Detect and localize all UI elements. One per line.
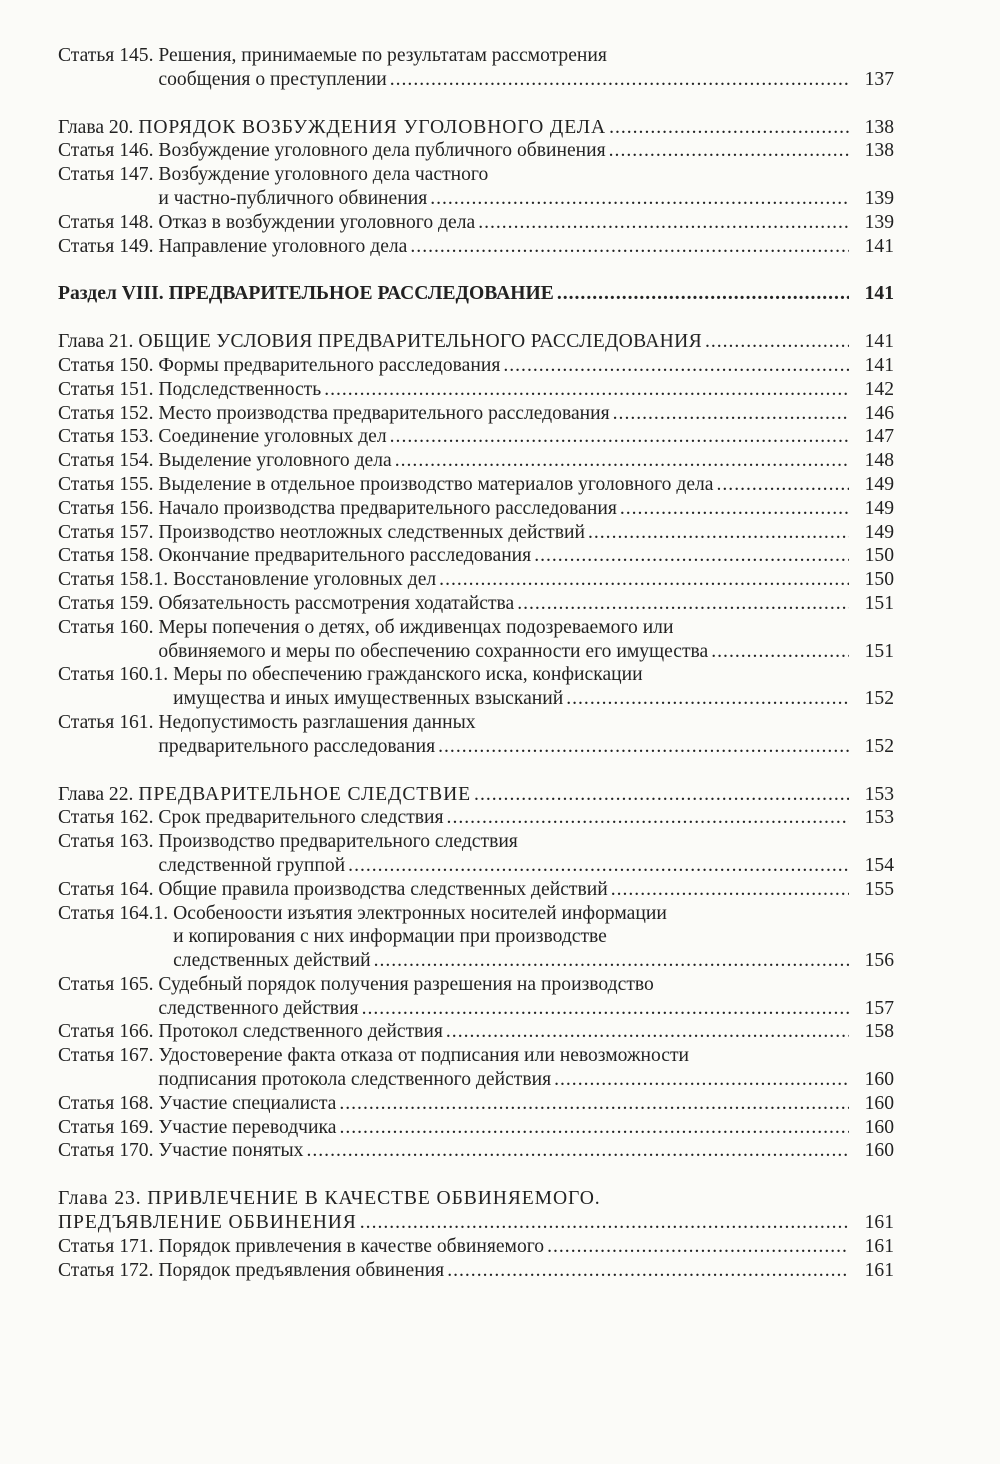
toc-entry-article-170[interactable]: Статья 170. Участие понятых ..... 160	[58, 1139, 894, 1163]
page-number: 151	[864, 640, 894, 662]
page-number: 139	[864, 211, 894, 233]
page-number: 139	[864, 187, 894, 209]
toc-entry-article-166[interactable]: Статья 166. Протокол следственного действия ..... 158	[58, 1020, 894, 1044]
toc-entry-article-161[interactable]: Статья 161. Недопустимость разглашения данных предварительного расследования ..... 152	[58, 711, 894, 759]
toc-entry-article-169[interactable]: Статья 169. Участие переводчика ..... 160	[58, 1116, 894, 1140]
toc-entry-article-162[interactable]: Статья 162. Срок предварительного следствия ..... 153	[58, 806, 894, 830]
toc-entry-article-167[interactable]: Статья 167. Удостоверение факта отказа от подписания или невозможности подписания протокола следственного действия ..... 160	[58, 1044, 894, 1092]
page-number: 156	[864, 950, 894, 972]
toc-entry-article-148[interactable]: Статья 148. Отказ в возбуждении уголовного дела ..... 139	[58, 211, 894, 235]
page-number: 141	[864, 235, 894, 257]
page-number: 149	[864, 521, 894, 543]
page-number: 149	[864, 497, 894, 519]
page-number: 150	[864, 569, 894, 591]
toc-part-8[interactable]: Раздел VIII. ПРЕДВАРИТЕЛЬНОЕ РАССЛЕДОВАНИЕ ..... 141	[58, 282, 894, 306]
toc-entry-article-146[interactable]: Статья 146. Возбуждение уголовного дела публичного обвинения ..... 138	[58, 139, 894, 163]
toc-section	[58, 1187, 894, 1282]
toc-entry-article-150[interactable]: Статья 150. Формы предварительного расследования ..... 141	[58, 354, 894, 378]
page-number: 141	[864, 331, 894, 353]
toc-entry-article-159[interactable]: Статья 159. Обязательность рассмотрения ходатайства ..... 151	[58, 592, 894, 616]
page-number: 146	[864, 402, 894, 424]
page-number: 147	[864, 426, 894, 448]
toc-section	[58, 783, 894, 1164]
toc-entry-article-151[interactable]: Статья 151. Подследственность ..... 142	[58, 378, 894, 402]
toc-entry-article-168[interactable]: Статья 168. Участие специалиста ..... 160	[58, 1092, 894, 1116]
toc-entry-article-158-1[interactable]: Статья 158.1. Восстановление уголовных дел ..... 150	[58, 568, 894, 592]
page-number: 138	[864, 140, 894, 162]
page-number: 160	[864, 1116, 894, 1138]
page-number: 155	[864, 878, 894, 900]
page-number: 157	[864, 997, 894, 1019]
page-number: 137	[864, 68, 894, 90]
toc-entry-article-157[interactable]: Статья 157. Производство неотложных следственных действий ..... 149	[58, 521, 894, 545]
page-number: 160	[864, 1069, 894, 1091]
toc-section	[58, 116, 894, 259]
toc-entry-article-153[interactable]: Статья 153. Соединение уголовных дел ..... 147	[58, 425, 894, 449]
page-number: 150	[864, 545, 894, 567]
page-number: 151	[864, 592, 894, 614]
toc-chapter-23[interactable]: Глава 23. ПРИВЛЕЧЕНИЕ В КАЧЕСТВЕ ОБВИНЯЕМОГО. ПРЕДЪЯВЛЕНИЕ ОБВИНЕНИЯ ..... 161	[58, 1187, 894, 1235]
toc-entry-article-164[interactable]: Статья 164. Общие правила производства следственных действий ..... 155	[58, 878, 894, 902]
toc-entry-article-172[interactable]: Статья 172. Порядок предъявления обвинения ..... 161	[58, 1259, 894, 1283]
page-number: 154	[864, 854, 894, 876]
page-number: 142	[864, 378, 894, 400]
toc-entry-article-156[interactable]: Статья 156. Начало производства предварительного расследования ..... 149	[58, 497, 894, 521]
toc-section	[58, 282, 894, 306]
toc-section	[58, 44, 894, 92]
page-number: 138	[864, 116, 894, 138]
toc-entry-article-155[interactable]: Статья 155. Выделение в отдельное производство материалов уголовного дела ..... 149	[58, 473, 894, 497]
toc-chapter-21[interactable]: Глава 21. ОБЩИЕ УСЛОВИЯ ПРЕДВАРИТЕЛЬНОГО РАССЛЕДОВАНИЯ ..... 141	[58, 330, 894, 354]
toc-entry-article-145[interactable]: Статья 145. Решения, принимаемые по результатам рассмотрения сообщения о преступлении ..... 137	[58, 44, 894, 92]
toc-section	[58, 330, 894, 758]
toc-chapter-20[interactable]: Глава 20. ПОРЯДОК ВОЗБУЖДЕНИЯ УГОЛОВНОГО ДЕЛА ..... 138	[58, 116, 894, 140]
toc-entry-article-164-1[interactable]: Статья 164.1. Особеноости изъятия электронных носителей информации и копирования с них информации при производстве следственных действий ..... 156	[58, 902, 894, 973]
page-number: 152	[864, 735, 894, 757]
toc-entry-article-163[interactable]: Статья 163. Производство предварительного следствия следственной группой ..... 154	[58, 830, 894, 878]
page-number: 153	[864, 783, 894, 805]
toc-entry-article-158[interactable]: Статья 158. Окончание предварительного расследования ..... 150	[58, 544, 894, 568]
toc-entry-article-147[interactable]: Статья 147. Возбуждение уголовного дела частного и частно-публичного обвинения ..... 139	[58, 163, 894, 211]
toc-entry-article-165[interactable]: Статья 165. Судебный порядок получения разрешения на производство следственного действия ..... 157	[58, 973, 894, 1021]
page-number: 158	[864, 1021, 894, 1043]
toc-entry-article-154[interactable]: Статья 154. Выделение уголовного дела ..... 148	[58, 449, 894, 473]
page-number: 161	[864, 1259, 894, 1281]
toc-chapter-22[interactable]: Глава 22. ПРЕДВАРИТЕЛЬНОЕ СЛЕДСТВИЕ ..... 153	[58, 783, 894, 807]
page-number: 153	[864, 807, 894, 829]
table-of-contents	[58, 44, 894, 1306]
page-number: 148	[864, 450, 894, 472]
page-number: 141	[864, 283, 894, 305]
page-number: 160	[864, 1140, 894, 1162]
toc-entry-article-160-1[interactable]: Статья 160.1. Меры по обеспечению гражданского иска, конфискации имущества и иных имущественных взысканий ..... 152	[58, 663, 894, 711]
toc-entry-article-152[interactable]: Статья 152. Место производства предварительного расследования ..... 146	[58, 402, 894, 426]
page-number: 161	[864, 1235, 894, 1257]
toc-entry-article-160[interactable]: Статья 160. Меры попечения о детях, об иждивенцах подозреваемого или обвиняемого и меры по обеспечению сохранности его имущества ..... 151	[58, 616, 894, 664]
toc-entry-article-171[interactable]: Статья 171. Порядок привлечения в качестве обвиняемого ..... 161	[58, 1235, 894, 1259]
page-number: 160	[864, 1092, 894, 1114]
page-number: 152	[864, 688, 894, 710]
page-number: 141	[864, 354, 894, 376]
page-number: 161	[864, 1212, 894, 1234]
toc-entry-article-149[interactable]: Статья 149. Направление уголовного дела ..... 141	[58, 235, 894, 259]
page-number: 149	[864, 473, 894, 495]
